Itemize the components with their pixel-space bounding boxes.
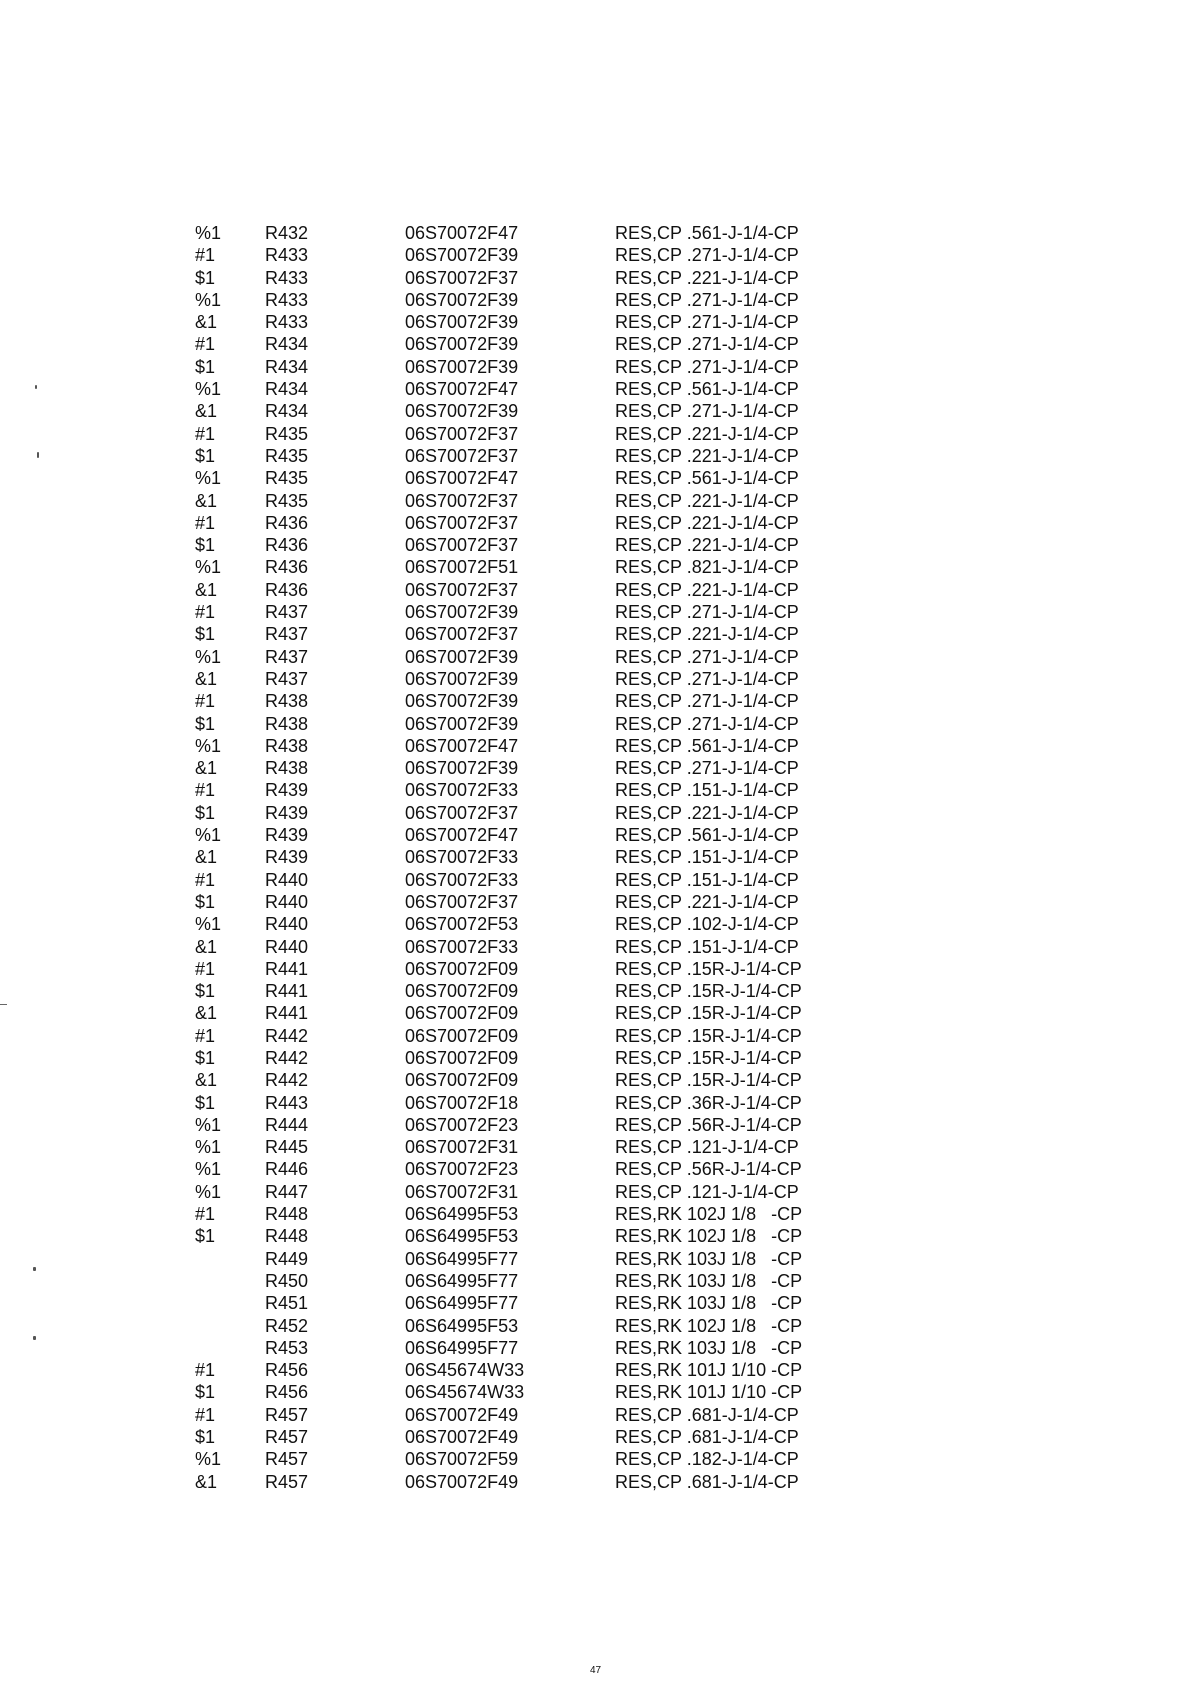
part-number: 06S70072F33 (405, 869, 519, 890)
config-mark: %1 (195, 735, 222, 756)
config-mark: #1 (195, 691, 216, 712)
part-number: 06S70072F37 (405, 490, 519, 511)
config-mark: $1 (195, 1092, 216, 1113)
config-mark: %1 (195, 468, 222, 489)
reference-designator: R436 (265, 557, 309, 578)
part-number: 06S70072F51 (405, 557, 519, 578)
config-mark: %1 (195, 1137, 222, 1158)
reference-designator: R433 (265, 267, 309, 288)
part-description: RES,CP .15R-J-1/4-CP (615, 1047, 802, 1068)
parts-list-table (195, 222, 835, 1493)
part-number: 06S70072F37 (405, 891, 519, 912)
part-number: 06S64995F77 (405, 1293, 519, 1314)
part-number: 06S70072F39 (405, 668, 519, 689)
reference-designator: R433 (265, 245, 309, 266)
table-row (195, 1002, 835, 1024)
table-row (195, 222, 835, 244)
part-description: RES,CP .182-J-1/4-CP (615, 1449, 799, 1470)
table-row (195, 579, 835, 601)
table-row (195, 333, 835, 355)
config-mark: %1 (195, 379, 222, 400)
config-mark: #1 (195, 1404, 216, 1425)
part-number: 06S70072F37 (405, 802, 519, 823)
config-mark: $1 (195, 802, 216, 823)
reference-designator: R452 (265, 1315, 309, 1336)
config-mark: $1 (195, 1427, 216, 1448)
reference-designator: R457 (265, 1449, 309, 1470)
reference-designator: R435 (265, 468, 309, 489)
table-row (195, 1114, 835, 1136)
reference-designator: R457 (265, 1427, 309, 1448)
table-row (195, 1471, 835, 1493)
table-row (195, 735, 835, 757)
config-mark: &1 (195, 1003, 218, 1024)
reference-designator: R439 (265, 825, 309, 846)
config-mark: %1 (195, 557, 222, 578)
config-mark: #1 (195, 1025, 216, 1046)
table-row (195, 646, 835, 668)
part-description: RES,CP .681-J-1/4-CP (615, 1471, 799, 1492)
config-mark (195, 1292, 265, 1314)
part-description: RES,RK 103J 1/8 -CP (615, 1293, 803, 1314)
reference-designator: R442 (265, 1047, 309, 1068)
part-number: 06S70072F18 (405, 1092, 519, 1113)
reference-designator: R437 (265, 624, 309, 645)
reference-designator: R441 (265, 981, 309, 1002)
part-number: 06S70072F39 (405, 312, 519, 333)
config-mark (195, 1270, 265, 1292)
table-row (195, 311, 835, 333)
part-number: 06S70072F39 (405, 646, 519, 667)
table-row (195, 936, 835, 958)
reference-designator: R440 (265, 891, 309, 912)
reference-designator: R448 (265, 1204, 309, 1225)
table-row (195, 400, 835, 422)
config-mark: &1 (195, 1070, 218, 1091)
part-description: RES,CP .271-J-1/4-CP (615, 691, 799, 712)
config-mark: $1 (195, 445, 216, 466)
config-mark: &1 (195, 758, 218, 779)
part-description: RES,CP .271-J-1/4-CP (615, 289, 799, 310)
part-number: 06S70072F39 (405, 602, 519, 623)
part-number: 06S70072F33 (405, 780, 519, 801)
table-row (195, 1092, 835, 1114)
part-number: 06S70072F33 (405, 936, 519, 957)
part-description: RES,CP .15R-J-1/4-CP (615, 1003, 802, 1024)
reference-designator: R443 (265, 1092, 309, 1113)
config-mark: %1 (195, 1159, 222, 1180)
config-mark: #1 (195, 780, 216, 801)
config-mark: $1 (195, 981, 216, 1002)
table-row (195, 1181, 835, 1203)
reference-designator: R457 (265, 1404, 309, 1425)
part-description: RES,RK 101J 1/10 -CP (615, 1382, 803, 1403)
table-row (195, 1448, 835, 1470)
part-description: RES,RK 102J 1/8 -CP (615, 1204, 803, 1225)
config-mark: $1 (195, 1382, 216, 1403)
table-row (195, 869, 835, 891)
config-mark: %1 (195, 1181, 222, 1202)
config-mark: #1 (195, 1204, 216, 1225)
config-mark: #1 (195, 423, 216, 444)
table-row (195, 913, 835, 935)
reference-designator: R440 (265, 936, 309, 957)
part-description: RES,RK 102J 1/8 -CP (615, 1315, 803, 1336)
scan-edge-mark (0, 1004, 7, 1005)
part-number: 06S70072F39 (405, 334, 519, 355)
reference-designator: R435 (265, 445, 309, 466)
reference-designator: R433 (265, 312, 309, 333)
reference-designator: R437 (265, 668, 309, 689)
table-row (195, 1025, 835, 1047)
part-description: RES,CP .221-J-1/4-CP (615, 891, 799, 912)
reference-designator: R434 (265, 379, 309, 400)
part-number: 06S70072F47 (405, 379, 519, 400)
part-number: 06S70072F39 (405, 289, 519, 310)
reference-designator: R442 (265, 1025, 309, 1046)
config-mark: &1 (195, 312, 218, 333)
part-description: RES,CP .561-J-1/4-CP (615, 825, 799, 846)
reference-designator: R440 (265, 869, 309, 890)
config-mark: &1 (195, 936, 218, 957)
part-number: 06S70072F37 (405, 512, 519, 533)
table-row (195, 1225, 835, 1247)
part-description: RES,CP .221-J-1/4-CP (615, 535, 799, 556)
part-number: 06S70072F47 (405, 825, 519, 846)
table-row (195, 378, 835, 400)
config-mark: #1 (195, 958, 216, 979)
reference-designator: R438 (265, 713, 309, 734)
part-description: RES,CP .561-J-1/4-CP (615, 735, 799, 756)
part-description: RES,CP .221-J-1/4-CP (615, 579, 799, 600)
table-row (195, 623, 835, 645)
table-row (195, 757, 835, 779)
part-description: RES,CP .121-J-1/4-CP (615, 1137, 799, 1158)
part-number: 06S70072F47 (405, 735, 519, 756)
table-row (195, 1359, 835, 1381)
part-number: 06S64995F77 (405, 1337, 519, 1358)
part-number: 06S70072F47 (405, 468, 519, 489)
reference-designator: R434 (265, 356, 309, 377)
part-number: 06S70072F39 (405, 356, 519, 377)
table-row (195, 423, 835, 445)
part-number: 06S70072F37 (405, 579, 519, 600)
reference-designator: R434 (265, 334, 309, 355)
config-mark: %1 (195, 825, 222, 846)
reference-designator: R435 (265, 490, 309, 511)
part-number: 06S70072F49 (405, 1404, 519, 1425)
part-number: 06S70072F39 (405, 691, 519, 712)
config-mark: %1 (195, 289, 222, 310)
part-description: RES,CP .221-J-1/4-CP (615, 512, 799, 533)
config-mark: $1 (195, 624, 216, 645)
reference-designator: R444 (265, 1114, 309, 1135)
table-row (195, 690, 835, 712)
table-row (195, 1337, 835, 1359)
reference-designator: R435 (265, 423, 309, 444)
reference-designator: R457 (265, 1471, 309, 1492)
part-description: RES,CP .271-J-1/4-CP (615, 401, 799, 422)
reference-designator: R441 (265, 1003, 309, 1024)
scan-speck (37, 452, 39, 458)
config-mark: &1 (195, 401, 218, 422)
part-number: 06S70072F09 (405, 1003, 519, 1024)
table-row (195, 1404, 835, 1426)
config-mark: %1 (195, 914, 222, 935)
reference-designator: R438 (265, 691, 309, 712)
reference-designator: R442 (265, 1070, 309, 1091)
config-mark: #1 (195, 245, 216, 266)
part-description: RES,CP .271-J-1/4-CP (615, 356, 799, 377)
part-description: RES,CP .221-J-1/4-CP (615, 802, 799, 823)
config-mark (195, 1337, 265, 1359)
part-description: RES,CP .15R-J-1/4-CP (615, 958, 802, 979)
reference-designator: R438 (265, 735, 309, 756)
part-description: RES,CP .271-J-1/4-CP (615, 758, 799, 779)
part-number: 06S45674W33 (405, 1360, 525, 1381)
part-description: RES,CP .271-J-1/4-CP (615, 668, 799, 689)
part-number: 06S70072F09 (405, 1025, 519, 1046)
part-number: 06S70072F39 (405, 401, 519, 422)
part-description: RES,CP .821-J-1/4-CP (615, 557, 799, 578)
reference-designator: R449 (265, 1248, 309, 1269)
table-row (195, 779, 835, 801)
table-row (195, 1203, 835, 1225)
part-number: 06S64995F53 (405, 1204, 519, 1225)
reference-designator: R451 (265, 1293, 309, 1314)
reference-designator: R439 (265, 802, 309, 823)
part-number: 06S70072F39 (405, 713, 519, 734)
part-number: 06S70072F09 (405, 1047, 519, 1068)
part-description: RES,CP .221-J-1/4-CP (615, 267, 799, 288)
table-row (195, 556, 835, 578)
part-number: 06S70072F23 (405, 1159, 519, 1180)
reference-designator: R456 (265, 1360, 309, 1381)
reference-designator: R437 (265, 602, 309, 623)
part-description: RES,CP .271-J-1/4-CP (615, 312, 799, 333)
config-mark: #1 (195, 1360, 216, 1381)
part-number: 06S70072F09 (405, 1070, 519, 1091)
config-mark: $1 (195, 1047, 216, 1068)
config-mark: &1 (195, 490, 218, 511)
part-description: RES,CP .56R-J-1/4-CP (615, 1159, 802, 1180)
config-mark: #1 (195, 602, 216, 623)
part-number: 06S70072F37 (405, 267, 519, 288)
part-description: RES,CP .221-J-1/4-CP (615, 490, 799, 511)
part-description: RES,RK 101J 1/10 -CP (615, 1360, 803, 1381)
reference-designator: R447 (265, 1181, 309, 1202)
config-mark: %1 (195, 1449, 222, 1470)
table-row (195, 1047, 835, 1069)
table-row (195, 824, 835, 846)
part-description: RES,CP .221-J-1/4-CP (615, 423, 799, 444)
part-description: RES,CP .15R-J-1/4-CP (615, 1070, 802, 1091)
part-number: 06S64995F77 (405, 1248, 519, 1269)
part-number: 06S70072F33 (405, 847, 519, 868)
part-number: 06S70072F31 (405, 1181, 519, 1202)
reference-designator: R434 (265, 401, 309, 422)
part-description: RES,CP .15R-J-1/4-CP (615, 1025, 802, 1046)
part-number: 06S70072F49 (405, 1471, 519, 1492)
part-description: RES,CP .271-J-1/4-CP (615, 334, 799, 355)
part-description: RES,CP .561-J-1/4-CP (615, 468, 799, 489)
part-description: RES,RK 102J 1/8 -CP (615, 1226, 803, 1247)
reference-designator: R448 (265, 1226, 309, 1247)
table-row (195, 1136, 835, 1158)
table-row (195, 267, 835, 289)
part-description: RES,CP .221-J-1/4-CP (615, 624, 799, 645)
scan-speck (33, 1336, 36, 1340)
table-row (195, 958, 835, 980)
part-number: 06S70072F47 (405, 223, 519, 243)
config-mark (195, 1248, 265, 1270)
part-description: RES,RK 103J 1/8 -CP (615, 1248, 803, 1269)
table-row (195, 980, 835, 1002)
config-mark: &1 (195, 668, 218, 689)
part-number: 06S70072F39 (405, 245, 519, 266)
config-mark: &1 (195, 579, 218, 600)
part-description: RES,CP .681-J-1/4-CP (615, 1404, 799, 1425)
part-description: RES,CP .221-J-1/4-CP (615, 445, 799, 466)
table-row (195, 534, 835, 556)
reference-designator: R439 (265, 847, 309, 868)
table-row (195, 356, 835, 378)
config-mark: %1 (195, 646, 222, 667)
reference-designator: R440 (265, 914, 309, 935)
parts-list-body (195, 222, 835, 1493)
table-row (195, 1315, 835, 1337)
reference-designator: R441 (265, 958, 309, 979)
reference-designator: R436 (265, 579, 309, 600)
table-row (195, 601, 835, 623)
reference-designator: R433 (265, 289, 309, 310)
table-row (195, 1248, 835, 1270)
reference-designator: R432 (265, 223, 309, 243)
config-mark: %1 (195, 223, 222, 243)
table-row (195, 802, 835, 824)
reference-designator: R446 (265, 1159, 309, 1180)
config-mark (195, 1315, 265, 1337)
part-description: RES,CP .36R-J-1/4-CP (615, 1092, 802, 1113)
part-number: 06S70072F09 (405, 981, 519, 1002)
table-row (195, 1069, 835, 1091)
part-description: RES,CP .681-J-1/4-CP (615, 1427, 799, 1448)
part-number: 06S70072F53 (405, 914, 519, 935)
part-number: 06S70072F23 (405, 1114, 519, 1135)
table-row (195, 1381, 835, 1403)
config-mark: $1 (195, 356, 216, 377)
scan-speck (35, 385, 37, 389)
config-mark: %1 (195, 1114, 222, 1135)
part-description: RES,CP .271-J-1/4-CP (615, 245, 799, 266)
config-mark: $1 (195, 1226, 216, 1247)
table-row (195, 445, 835, 467)
part-description: RES,CP .102-J-1/4-CP (615, 914, 799, 935)
part-description: RES,CP .561-J-1/4-CP (615, 379, 799, 400)
table-row (195, 512, 835, 534)
config-mark: $1 (195, 535, 216, 556)
part-description: RES,RK 103J 1/8 -CP (615, 1270, 803, 1291)
part-description: RES,CP .151-J-1/4-CP (615, 780, 799, 801)
reference-designator: R453 (265, 1337, 309, 1358)
reference-designator: R437 (265, 646, 309, 667)
table-row (195, 467, 835, 489)
table-row (195, 846, 835, 868)
part-description: RES,CP .271-J-1/4-CP (615, 646, 799, 667)
table-row (195, 490, 835, 512)
config-mark: #1 (195, 869, 216, 890)
reference-designator: R436 (265, 512, 309, 533)
part-number: 06S70072F37 (405, 624, 519, 645)
part-description: RES,CP .561-J-1/4-CP (615, 223, 799, 243)
part-description: RES,CP .151-J-1/4-CP (615, 847, 799, 868)
reference-designator: R438 (265, 758, 309, 779)
config-mark: $1 (195, 267, 216, 288)
table-row (195, 1426, 835, 1448)
part-number: 06S70072F37 (405, 423, 519, 444)
table-row (195, 713, 835, 735)
part-number: 06S70072F09 (405, 958, 519, 979)
part-number: 06S45674W33 (405, 1382, 525, 1403)
scan-speck (33, 1267, 36, 1271)
part-number: 06S70072F37 (405, 535, 519, 556)
part-number: 06S70072F49 (405, 1427, 519, 1448)
part-description: RES,RK 103J 1/8 -CP (615, 1337, 803, 1358)
config-mark: $1 (195, 713, 216, 734)
table-row (195, 244, 835, 266)
part-number: 06S70072F59 (405, 1449, 519, 1470)
reference-designator: R445 (265, 1137, 309, 1158)
reference-designator: R436 (265, 535, 309, 556)
reference-designator: R456 (265, 1382, 309, 1403)
part-description: RES,CP .151-J-1/4-CP (615, 936, 799, 957)
part-number: 06S64995F77 (405, 1270, 519, 1291)
config-mark: $1 (195, 891, 216, 912)
part-number: 06S64995F53 (405, 1315, 519, 1336)
part-description: RES,CP .271-J-1/4-CP (615, 602, 799, 623)
table-row (195, 891, 835, 913)
table-row (195, 1292, 835, 1314)
reference-designator: R450 (265, 1270, 309, 1291)
table-row (195, 668, 835, 690)
part-description: RES,CP .121-J-1/4-CP (615, 1181, 799, 1202)
part-description: RES,CP .15R-J-1/4-CP (615, 981, 802, 1002)
part-description: RES,CP .271-J-1/4-CP (615, 713, 799, 734)
part-description: RES,CP .56R-J-1/4-CP (615, 1114, 802, 1135)
config-mark: &1 (195, 1471, 218, 1492)
part-number: 06S70072F37 (405, 445, 519, 466)
config-mark: #1 (195, 512, 216, 533)
part-description: RES,CP .151-J-1/4-CP (615, 869, 799, 890)
part-number: 06S70072F39 (405, 758, 519, 779)
config-mark: &1 (195, 847, 218, 868)
page-number: 47 (589, 1665, 602, 1676)
table-row (195, 289, 835, 311)
part-number: 06S70072F31 (405, 1137, 519, 1158)
config-mark: #1 (195, 334, 216, 355)
part-number: 06S64995F53 (405, 1226, 519, 1247)
table-row (195, 1270, 835, 1292)
table-row (195, 1158, 835, 1180)
reference-designator: R439 (265, 780, 309, 801)
